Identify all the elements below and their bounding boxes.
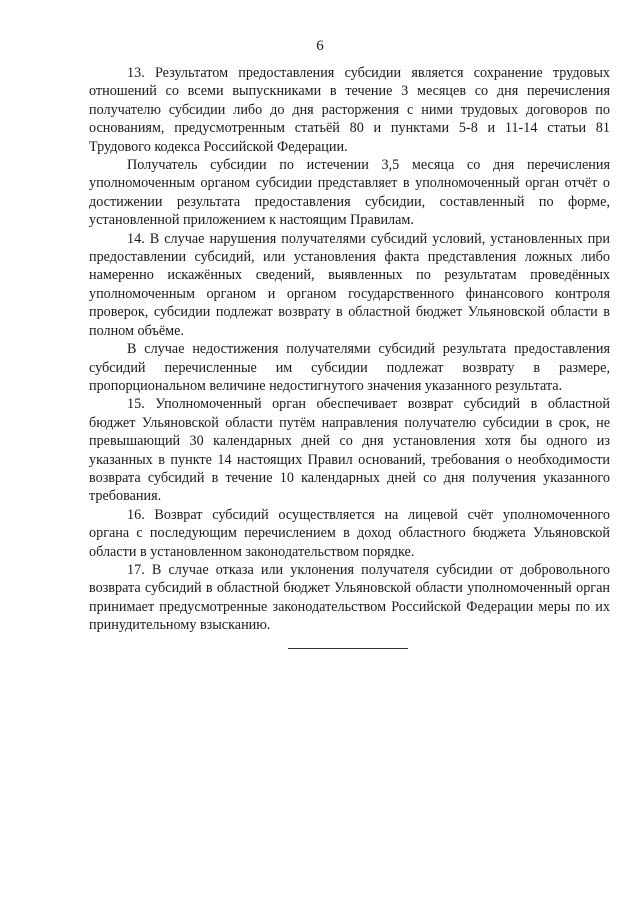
page-number: 6 bbox=[316, 38, 324, 54]
paragraph-13-report: Получатель субсидии по истечении 3,5 месяца со дня перечисления уполномоченным органом субсидии представляет в уполномоченный орган отчёт о достижении результата предоставления субсидии, составленный по форме, установленной приложением к настоящим Правилам. bbox=[89, 157, 610, 229]
paragraph-14-result: В случае недостижения получателями субсидий результата предоставления субсидий перечисленные им субсидии подлежат возврату в размере, пропорциональном величине недостигнутого значения указанного результата. bbox=[89, 341, 610, 394]
paragraph-17: 17. В случае отказа или уклонения получателя субсидии от добровольного возврата субсидий в областной бюджет Ульяновской области уполномоченный орган принимает предусмотренные законодательством Российской Федерации меры по их принудительному взысканию. bbox=[89, 561, 610, 634]
paragraph-16: 16. Возврат субсидий осуществляется на лицевой счёт уполномоченного органа с последующим перечислением в доход областного бюджета Ульяновской области в установленном законодательством порядке. bbox=[89, 506, 610, 560]
paragraph-15: 15. Уполномоченный орган обеспечивает возврат субсидий в областной бюджет Ульяновской области путём направления получателю субсидии в срок, не превышающий 30 календарных дней со дня установления хотя бы одного из указанных в пункте 14 настоящих Правил оснований, требования о необходимости возврата субсидий в течение 10 календарных дней со дня получения указанного требования. bbox=[89, 396, 610, 505]
paragraph-13: 13. Результатом предоставления субсидии является сохранение трудовых отношений со всеми выпускниками в течение 3 месяцев со дня перечисления получателю субсидии либо до дня расторжения с ними трудовых договоров по основаниям, предусмотренным статьёй 80 и пунктами 5-8 и 11-14 статьи 81 Трудового кодекса Российской Федерации. bbox=[89, 65, 610, 155]
end-divider bbox=[288, 648, 408, 649]
paragraph-14: 14. В случае нарушения получателями субсидий условий, установленных при предоставлении субсидий, или установления факта представления ложных либо намеренно искажённых сведений, выявленных по результатам проведённых уполномоченным органом и органом государственного финансового контроля проверок, субсидии подлежат возврату в областной бюджет Ульяновской области в полном объёме. bbox=[89, 230, 610, 339]
document-body bbox=[89, 64, 610, 635]
